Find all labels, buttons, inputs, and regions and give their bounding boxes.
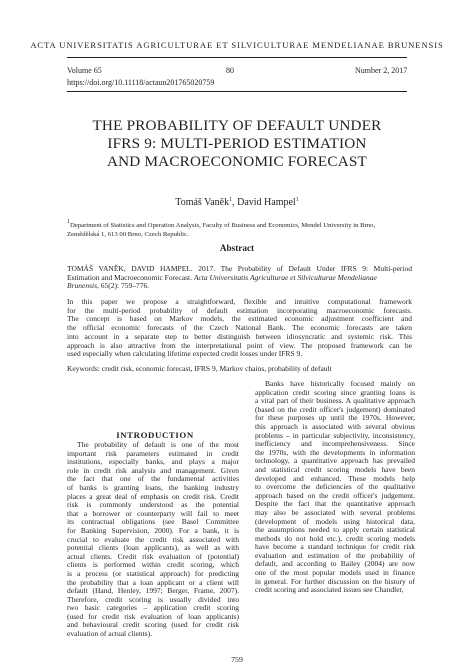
body-text-line: important risk parameters estimated in credit <box>67 449 239 458</box>
body-text-line: approach based on the credit officer's judgement. <box>255 491 415 500</box>
title-line: AND MACROECONOMIC FORECAST <box>106 153 368 170</box>
citation-line: , 65(2): 759–776. <box>97 281 150 291</box>
body-text-line: the 1970s, with the developments in information <box>255 448 415 457</box>
body-text-line: (development of models using historical data, <box>255 517 415 526</box>
body-text-line: credit scoring and associated issues see Chandler, <box>255 586 404 595</box>
body-text-line: is a process (or statistical approach) for predicting <box>67 569 239 578</box>
citation-line: TOMÁŠ VANĚK, DAVID HAMPEL. 2017. The Probability of Default Under IFRS 9: Multi-period <box>67 264 412 273</box>
body-text-line: developed and enhanced. These models help <box>255 474 415 483</box>
body-text-line: evaluation and estimation of the probability of <box>255 551 415 560</box>
body-text-line: Banks have historically focused mainly on <box>265 380 415 388</box>
body-text-line: role in credit risk analysis and management. Given <box>67 466 239 475</box>
citation-line: Estimation and Macroeconomic Forecast. <box>67 272 192 282</box>
body-text-line: default, and according to Bailey (2004) are now <box>255 560 415 569</box>
author-name: David Hampel <box>237 197 296 208</box>
title-line: THE PROBABILITY OF DEFAULT UNDER <box>92 117 382 134</box>
body-text-line: Despite the fact that the quantitative approach <box>255 500 415 509</box>
affiliation <box>67 218 412 239</box>
body-text-line: places a great deal of emphasis on credit risk. Credit <box>67 492 239 501</box>
body-text-line: methods do not hold etc.), credit scoring models <box>255 534 415 543</box>
body-text-line: actual clients. Credit risk evaluation of (potential) <box>67 552 239 561</box>
body-text-line: for these purposes up until the 1970s. However, <box>255 414 415 423</box>
body-text-line: and behavioural credit scoring (used for credit risk <box>67 621 239 630</box>
body-text-line: (used for credit risk evaluation of loan applicants) <box>67 612 239 621</box>
section-heading-introduction: INTRODUCTION <box>116 430 194 440</box>
body-text-line: that a borrower or counterparty will fail to meet <box>67 509 239 518</box>
intro-right-column <box>255 380 415 595</box>
abstract-line: approach is also attractive from the interpretational point of view. The proposed framework can be <box>67 340 412 350</box>
body-text-line: clients is performed within credit scoring, which <box>67 561 239 570</box>
body-text-line: to overcome the deficiencies of the qualitative <box>255 483 415 492</box>
page-number: 759 <box>231 655 243 664</box>
body-text-line: Therefore, credit scoring is usually divided into <box>67 595 239 604</box>
body-text-line: evaluation of actual clients). <box>67 630 152 639</box>
body-text-line: potential clients (loan applicants), as well as with <box>67 544 239 553</box>
body-text-line: the probability that a loan applicant or a client will <box>67 578 239 587</box>
keywords: Keywords: credit risk, economic forecast, IFRS 9, Markov chains, probability of default <box>67 364 332 373</box>
body-text-line: two basic categories – application credit scoring <box>67 604 239 613</box>
body-text-line: the fact that one of the fundamental activities <box>67 475 239 484</box>
abstract-heading: Abstract <box>219 243 255 253</box>
abstract-line: The concept is based on Markov models, the estimated economic adjustment coefficient and <box>67 314 412 324</box>
abstract-citation <box>67 265 412 291</box>
abstract-line: In this paper we propose a straightforward, flexible and intuitive computational framework <box>67 297 412 306</box>
body-text-line: in general. For further discussion on the history of <box>255 577 415 586</box>
affiliation-line: Department of Statistics and Operation Analysis, Faculty of Business and Economics, Mendel University in Brno, <box>70 222 376 229</box>
title-line: IFRS 9: MULTI-PERIOD ESTIMATION <box>107 135 367 152</box>
volume-label: Volume 65 <box>67 66 102 75</box>
abstract-line: for the multi-period probability of default estimation incorporating macroeconomic forecasts. <box>67 305 412 315</box>
doi-link[interactable]: https://doi.org/10.11118/actaun201765020759 <box>67 78 215 87</box>
body-text-line: application credit scoring since granting loans is <box>255 388 415 397</box>
body-text-line: may also be associated with several problems <box>255 508 415 517</box>
header-rule-top <box>67 57 407 58</box>
body-text-line: crucial to evaluate the credit risk associated with <box>67 535 239 544</box>
body-text-line: one of the most popular models used in finance <box>255 569 415 578</box>
body-text-line: The probability of default is one of the most <box>77 441 239 449</box>
body-text-line: its contractual obligations (see Basel Committee <box>67 518 239 527</box>
abstract-line: used especially when calculating lifetime expected credit losses under IFRS 9. <box>67 349 303 359</box>
body-text-line: institutions, especially banks, and plays a major <box>67 458 239 467</box>
affiliation-line: Zemědělská 1, 613 00 Brno, Czech Republic. <box>67 231 189 238</box>
abstract-line: into account in a separate step to better distinguish between idiosyncratic and systemic risk. This <box>67 331 412 341</box>
body-text-line: problems – in particular subjectivity, inconsistency, <box>255 431 415 440</box>
journal-name: ACTA UNIVERSITATIS AGRICULTURAE ET SILVICULTURAE MENDELIANAE BRUNENSIS <box>30 40 444 50</box>
affiliation-marker: 1 <box>295 197 299 203</box>
author-name: Tomáš Vaněk <box>175 197 230 208</box>
body-text-line: and statistical credit scoring models have been <box>255 465 415 474</box>
body-text-line: default (Hand, Henley, 1997; Berger, Frame, 2007). <box>67 587 239 596</box>
affiliation-marker: 1 <box>67 219 70 225</box>
abstract-body <box>67 298 412 359</box>
body-text-line: have become a standard technique for credit risk <box>255 543 415 552</box>
body-text-line: a vital part of their business. A qualitative approach <box>255 397 415 406</box>
citation-journal: Brunensis <box>67 281 97 291</box>
header-rule-bottom <box>67 91 407 92</box>
abstract-line: the official economic forecasts of the Czech National Bank. The economic forecasts are taken <box>67 323 412 333</box>
body-text-line: technology, a quantitative approach has prevailed <box>255 457 415 466</box>
affiliation-marker: 1 <box>229 197 233 203</box>
body-text-line: inefficiency and incomprehensiveness. Since <box>255 440 415 449</box>
issue-number: Number 2, 2017 <box>355 66 408 75</box>
intro-left-column <box>67 441 239 639</box>
body-text-line: this approach is associated with several obvious <box>255 422 415 431</box>
body-text-line: (based on the credit officer's judgement) dominated <box>255 405 415 414</box>
header-page: 80 <box>226 66 234 75</box>
paper-title <box>40 117 434 171</box>
body-text-line: the assumptions needed to apply certain statistical <box>255 526 415 535</box>
body-text-line: risk is commonly understood as the potential <box>67 501 239 510</box>
body-text-line: of banks is granting loans, the banking industry <box>67 483 239 492</box>
author-list: Tomáš Vaněk$^1$, David Hampel$^1$ <box>175 197 299 208</box>
body-text-line: for Banking Supervision, 2000). For a bank, it is <box>67 526 239 535</box>
citation-journal: Acta Universitatis Agriculturae et Silviculturae Mendelianae <box>193 272 377 282</box>
